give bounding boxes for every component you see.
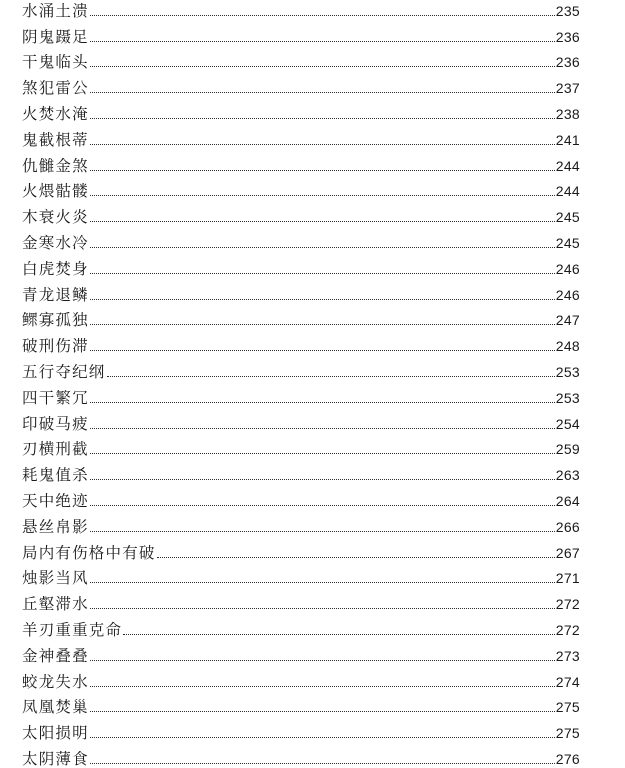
dot-leader	[90, 505, 555, 506]
toc-entry-page-number: 263	[555, 467, 580, 484]
dot-leader	[90, 660, 555, 661]
toc-entry	[22, 278, 580, 304]
dot-leader	[90, 247, 555, 248]
toc-entry	[22, 536, 580, 562]
dot-leader	[90, 170, 555, 171]
dot-leader	[90, 118, 555, 119]
toc-entry-page-number: 237	[555, 80, 580, 97]
toc-entry-title: 鳏寡孤独	[22, 311, 89, 330]
toc-entry-page-number: 247	[555, 312, 580, 329]
toc-entry	[22, 716, 580, 742]
toc-entry	[22, 742, 580, 768]
dot-leader	[90, 221, 555, 222]
toc-entry	[22, 46, 580, 72]
toc-entry-title: 干鬼临头	[22, 53, 89, 72]
toc-entry-page-number: 244	[555, 157, 580, 174]
toc-entry-title: 金神叠叠	[22, 646, 89, 665]
dot-leader	[90, 686, 555, 687]
toc-entry-page-number: 275	[555, 725, 580, 742]
dot-leader	[90, 402, 555, 403]
toc-entry-title: 悬丝帛影	[22, 517, 89, 536]
toc-entry-title: 煞犯雷公	[22, 79, 89, 98]
toc-entry	[22, 123, 580, 149]
toc-entry	[22, 20, 580, 46]
toc-entry-page-number: 246	[555, 260, 580, 277]
toc-entry	[22, 510, 580, 536]
toc-entry	[22, 149, 580, 175]
toc-entry-page-number: 235	[555, 2, 580, 19]
dot-leader	[90, 195, 555, 196]
toc-entry-title: 羊刃重重克命	[22, 620, 123, 639]
toc-entry	[22, 226, 580, 252]
toc-entry-page-number: 272	[555, 621, 580, 638]
dot-leader	[90, 582, 555, 583]
toc-entry	[22, 407, 580, 433]
toc-entry-title: 破刑伤滞	[22, 337, 89, 356]
toc-entry-page-number: 275	[555, 699, 580, 716]
dot-leader	[90, 608, 555, 609]
dot-leader	[107, 376, 555, 377]
toc-entry-page-number: 271	[555, 570, 580, 587]
toc-entry-title: 印破马疲	[22, 414, 89, 433]
toc-entry	[22, 484, 580, 510]
dot-leader	[90, 350, 555, 351]
toc-entry-title: 水涌土溃	[22, 1, 89, 20]
toc-entry	[22, 665, 580, 691]
dot-leader	[90, 453, 555, 454]
dot-leader	[90, 92, 555, 93]
toc-entry-title: 太阳损明	[22, 724, 89, 743]
toc-entry	[22, 355, 580, 381]
toc-entry	[22, 381, 580, 407]
toc-entry-title: 凤凰焚巢	[22, 698, 89, 717]
toc-entry-title: 蛟龙失水	[22, 672, 89, 691]
toc-entry-title: 丘壑滞水	[22, 595, 89, 614]
toc-entry	[22, 329, 580, 355]
toc-entry	[22, 639, 580, 665]
dot-leader	[90, 299, 555, 300]
dot-leader	[90, 763, 555, 764]
dot-leader	[90, 479, 555, 480]
dot-leader	[123, 634, 555, 635]
dot-leader	[90, 531, 555, 532]
toc-entry-page-number: 244	[555, 183, 580, 200]
dot-leader	[90, 428, 555, 429]
toc-entry-title: 烛影当风	[22, 569, 89, 588]
toc-entry-title: 四干繁冗	[22, 388, 89, 407]
toc-entry-page-number: 273	[555, 647, 580, 664]
toc-entry-title: 五行夺纪纲	[22, 362, 106, 381]
toc-entry-page-number: 253	[555, 363, 580, 380]
toc-entry	[22, 175, 580, 201]
toc-entry-page-number: 246	[555, 286, 580, 303]
dot-leader	[157, 557, 555, 558]
toc-entry-page-number: 241	[555, 131, 580, 148]
toc-entry	[22, 691, 580, 717]
toc-entry	[22, 200, 580, 226]
toc-entry-title: 火煨骷髅	[22, 182, 89, 201]
toc-entry-title: 金寒水冷	[22, 233, 89, 252]
toc-entry-page-number: 236	[555, 28, 580, 45]
dot-leader	[90, 273, 555, 274]
toc-entry-page-number: 248	[555, 338, 580, 355]
toc-entry-page-number: 276	[555, 750, 580, 767]
toc-entry	[22, 562, 580, 588]
toc-entry-page-number: 272	[555, 596, 580, 613]
toc-entry-page-number: 267	[555, 544, 580, 561]
toc-entry-page-number: 238	[555, 105, 580, 122]
toc-entry-title: 白虎焚身	[22, 259, 89, 278]
toc-entry-page-number: 274	[555, 673, 580, 690]
table-of-contents	[22, 0, 580, 768]
toc-entry	[22, 304, 580, 330]
toc-entry-title: 火焚水淹	[22, 104, 89, 123]
toc-entry	[22, 587, 580, 613]
toc-entry	[22, 71, 580, 97]
toc-entry	[22, 613, 580, 639]
toc-entry-title: 青龙退鳞	[22, 285, 89, 304]
toc-entry-title: 耗鬼值杀	[22, 466, 89, 485]
toc-entry-page-number: 236	[555, 54, 580, 71]
dot-leader	[90, 144, 555, 145]
toc-entry	[22, 252, 580, 278]
toc-entry-page-number: 245	[555, 234, 580, 251]
toc-entry	[22, 0, 580, 20]
toc-entry-page-number: 245	[555, 209, 580, 226]
toc-entry	[22, 97, 580, 123]
toc-entry-page-number: 264	[555, 492, 580, 509]
toc-entry-title: 仇雠金煞	[22, 156, 89, 175]
toc-entry	[22, 433, 580, 459]
toc-entry-title: 鬼截根蒂	[22, 130, 89, 149]
toc-entry-title: 天中绝迹	[22, 491, 89, 510]
toc-entry-page-number: 259	[555, 441, 580, 458]
toc-entry-page-number: 266	[555, 518, 580, 535]
dot-leader	[90, 66, 555, 67]
toc-entry-title: 阴鬼蹑足	[22, 27, 89, 46]
dot-leader	[90, 15, 555, 16]
dot-leader	[90, 737, 555, 738]
toc-entry-title: 太阴薄食	[22, 749, 89, 768]
toc-entry-page-number: 253	[555, 389, 580, 406]
toc-entry-title: 刃横刑截	[22, 440, 89, 459]
toc-entry	[22, 458, 580, 484]
toc-entry-page-number: 254	[555, 415, 580, 432]
toc-entry-title: 木衰火炎	[22, 208, 89, 227]
toc-entry-title: 局内有伤格中有破	[22, 543, 156, 562]
dot-leader	[90, 711, 555, 712]
dot-leader	[90, 41, 555, 42]
dot-leader	[90, 324, 555, 325]
